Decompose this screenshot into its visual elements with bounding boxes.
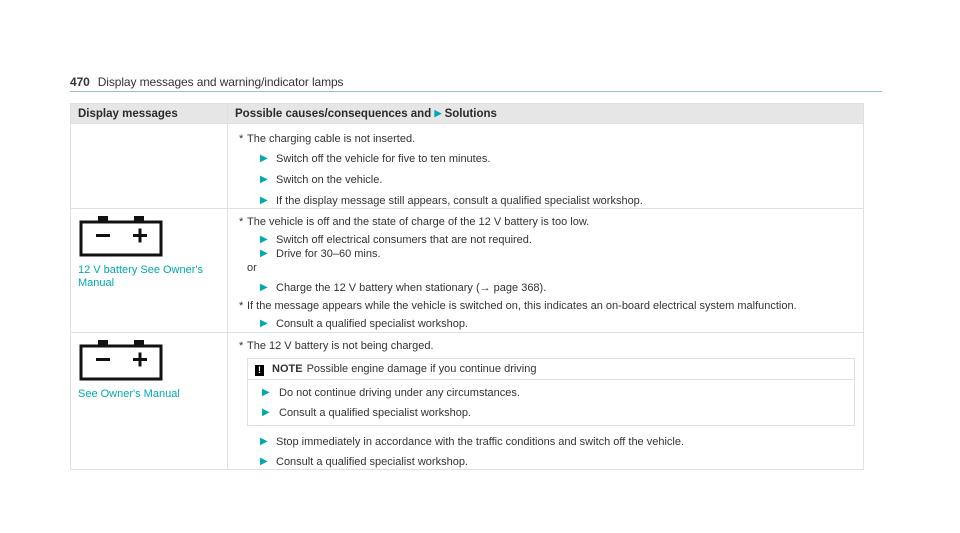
note-label: NOTE (272, 363, 303, 375)
display-cell-empty (71, 124, 228, 209)
cause-text: If the message appears while the vehicle is switched on, this indicates an on-board electrical system malfunction. (247, 300, 797, 312)
bullet-star: * (239, 216, 244, 228)
step-text: Consult a qualified specialist workshop. (279, 407, 471, 419)
cause-item (239, 299, 855, 313)
bullet-star: * (239, 300, 244, 312)
cause-item (239, 339, 855, 353)
page-header (70, 75, 343, 89)
column-header-display-messages: Display messages (71, 104, 228, 124)
page-header-title: Display messages and warning/indicator lamps (97, 75, 344, 89)
column-header-causes-label: Possible causes/consequences and (235, 107, 432, 120)
table-header-row (71, 104, 864, 124)
cause-text: The charging cable is not inserted. (247, 133, 416, 145)
page-number: 470 (70, 75, 90, 89)
bullet-star: * (239, 340, 244, 352)
step-text: Consult a qualified specialist workshop. (276, 456, 468, 468)
note-step (248, 406, 854, 420)
cause-item (239, 215, 855, 229)
cause-text: The vehicle is off and the state of charge of the 12 V battery is too low. (247, 216, 590, 228)
step-text: Drive for 30–60 mins. (276, 248, 381, 260)
triangle-arrow-icon: ▶ (260, 248, 268, 259)
triangle-arrow-icon: ▶ (260, 234, 268, 245)
triangle-arrow-icon: ▶ (262, 387, 270, 398)
column-header-solutions-label: Solutions (444, 107, 497, 120)
solution-step (239, 281, 855, 295)
step-text: Stop immediately in accordance with the traffic conditions and switch off the vehicle. (276, 436, 685, 448)
header-divider (70, 91, 882, 92)
display-messages-table (70, 103, 864, 470)
display-cell (71, 209, 228, 333)
solution-step (239, 455, 855, 469)
step-text: If the display message still appears, consult a qualified specialist workshop. (276, 195, 643, 207)
step-text: Charge the 12 V battery when stationary (→ page 368). (276, 282, 547, 294)
column-header-causes-solutions (228, 104, 864, 124)
display-message-text: See Owner's Manual (78, 388, 180, 400)
step-text: Switch on the vehicle. (276, 174, 383, 186)
triangle-arrow-icon: ▶ (262, 407, 270, 418)
causes-cell (228, 209, 864, 333)
causes-cell (228, 124, 864, 209)
triangle-arrow-icon: ▶ (260, 318, 268, 329)
note-header (248, 359, 854, 380)
triangle-arrow-icon: ▶ (260, 456, 268, 467)
step-text: Do not continue driving under any circumstances. (279, 387, 520, 399)
triangle-arrow-icon: ▶ (260, 282, 268, 293)
display-cell (71, 333, 228, 470)
solution-step (239, 152, 855, 166)
cause-item (239, 132, 855, 146)
step-text: Consult a qualified specialist workshop. (276, 318, 468, 330)
battery-warning-icon (78, 338, 164, 382)
cause-text: The 12 V battery is not being charged. (247, 340, 434, 352)
triangle-arrow-icon: ▶ (260, 153, 268, 164)
or-separator: or (247, 262, 257, 274)
display-message-text: 12 V battery See Owner's (78, 264, 203, 276)
warning-icon: ! (255, 365, 264, 376)
display-message-text-cont: Manual (78, 277, 115, 289)
triangle-arrow-icon: ▶ (260, 174, 268, 185)
solution-step (239, 247, 855, 261)
solution-step (239, 173, 855, 187)
triangle-arrow-icon: ▶ (260, 195, 268, 206)
solution-step (239, 233, 855, 247)
note-step (248, 386, 854, 400)
step-text: Switch off electrical consumers that are not required. (276, 234, 532, 246)
solution-step (239, 194, 855, 208)
table-row (71, 209, 864, 333)
note-text: Possible engine damage if you continue driving (306, 363, 537, 375)
table-row (71, 124, 864, 209)
note-box (247, 358, 855, 426)
causes-cell (228, 333, 864, 470)
solutions-arrow-icon: ▶ (434, 107, 442, 118)
step-text: Switch off the vehicle for five to ten minutes. (276, 153, 491, 165)
battery-warning-icon (78, 214, 164, 258)
bullet-star: * (239, 133, 244, 145)
triangle-arrow-icon: ▶ (260, 436, 268, 447)
solution-step (239, 317, 855, 331)
table-row (71, 333, 864, 470)
solution-step (239, 435, 855, 449)
